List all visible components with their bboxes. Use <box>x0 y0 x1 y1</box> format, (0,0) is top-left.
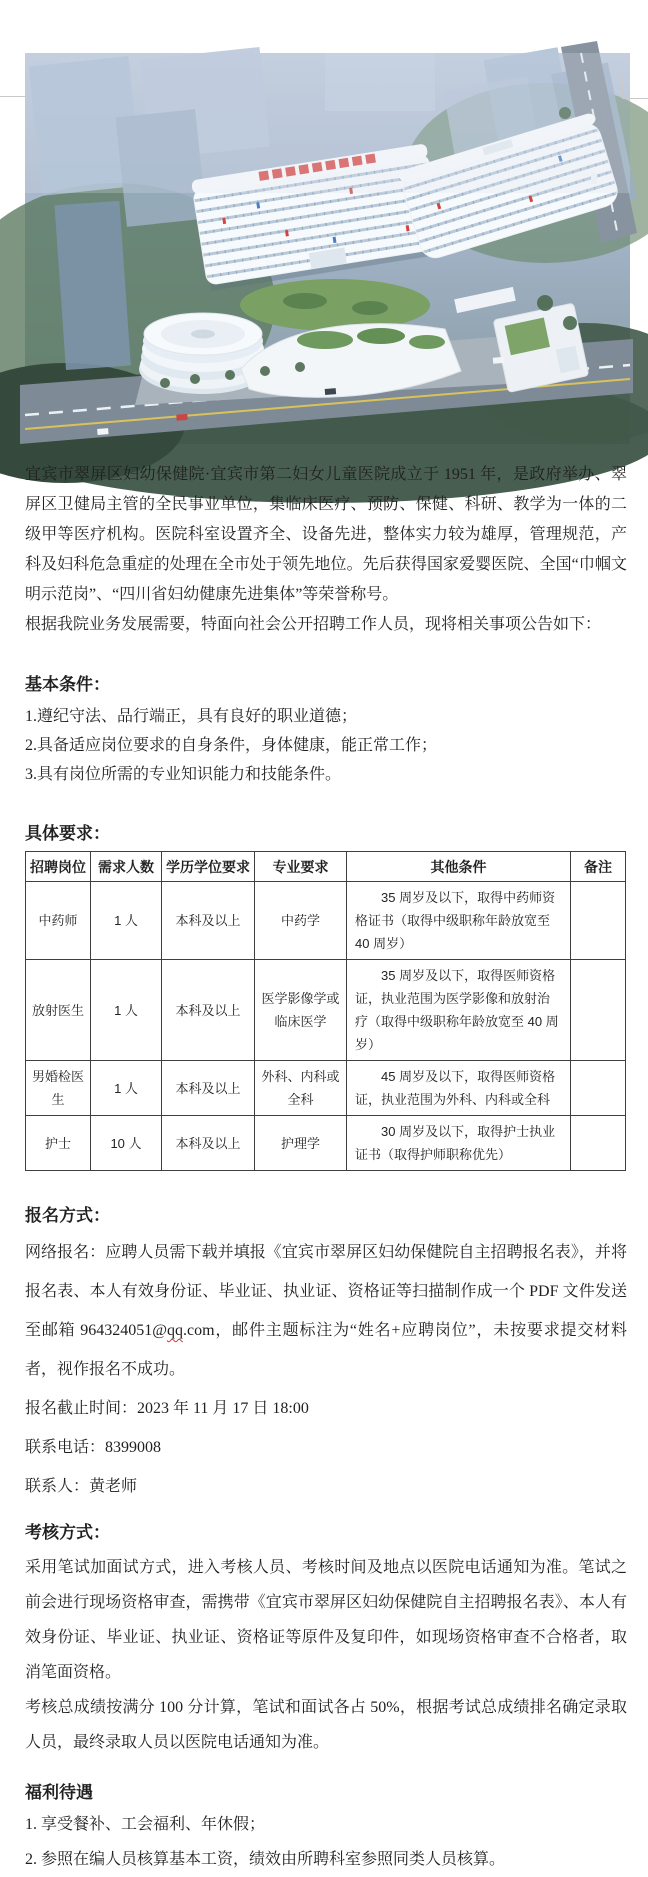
table-cell: 男婚检医生 <box>26 1061 91 1116</box>
signup-deadline: 报名截止时间：2023 年 11 月 17 日 18:00 <box>25 1400 309 1417</box>
table-cell: 护士 <box>26 1116 91 1171</box>
specific-requirements-heading: 具体要求： <box>25 824 110 843</box>
requirements-table <box>25 851 626 1171</box>
table-cell: 30 周岁及以下，取得护士执业证书（取得护师职称优先） <box>347 1116 571 1171</box>
contact-phone: 联系电话：8399008 <box>25 1439 162 1456</box>
table-cell: 外科、内科或全科 <box>255 1061 347 1116</box>
assessment-method-heading: 考核方式： <box>25 1523 110 1542</box>
assessment-scoring-paragraph: 考核总成绩按满分 100 分计算，笔试和面试各占 50%，根据考试总成绩排名确定录取人员，最终录取人员以医院电话通知为准。 <box>25 1699 627 1751</box>
table-row <box>26 882 626 960</box>
table-cell: 本科及以上 <box>162 882 255 960</box>
contact-person: 联系人：黄老师 <box>25 1478 138 1495</box>
announcement-lead: 根据我院业务发展需要，特面向社会公开招聘工作人员，现将相关事项公告如下： <box>25 616 602 633</box>
hospital-campus-aerial-image <box>25 53 630 444</box>
basic-conditions-heading: 基本条件： <box>25 675 110 694</box>
basic-condition-item: 3.具有岗位所需的专业知识能力和技能条件。 <box>25 766 342 783</box>
table-cell: 10 人 <box>91 1116 162 1171</box>
page-margin-mark-left <box>0 73 26 97</box>
table-cell <box>571 882 626 960</box>
table-cell: 中药学 <box>255 882 347 960</box>
table-cell: 45 周岁及以下，取得医师资格证，执业范围为外科、内科或全科 <box>347 1061 571 1116</box>
table-row <box>26 960 626 1061</box>
document-page <box>0 53 648 1868</box>
page-margin-mark-right <box>622 75 648 99</box>
basic-condition-item: 1.遵纪守法、品行端正，具有良好的职业道德； <box>25 708 358 725</box>
table-cell: 中药师 <box>26 882 91 960</box>
benefit-item: 1. 享受餐补、工会福利、年休假； <box>25 1816 266 1833</box>
hospital-intro-paragraph: 宜宾市翠屏区妇幼保健院·宜宾市第二妇女儿童医院成立于 1951 年，是政府举办、翠屏区卫健局主管的全民事业单位，集临床医疗、预防、保健、科研、教学为一体的二级甲等医疗机构。医院科室设置齐全、设备先进，整体实力较为雄厚，管理规范，产科及妇科危急重症的处理在全市处于领先地位。先后获得国家爱婴医院、全国“巾帼文明示范岗”、“四川省妇幼健康先进集体”等荣誉称号。 <box>25 466 627 603</box>
table-cell <box>571 1061 626 1116</box>
table-cell: 本科及以上 <box>162 960 255 1061</box>
table-cell: 医学影像学或临床医学 <box>255 960 347 1061</box>
table-cell: 护理学 <box>255 1116 347 1171</box>
document-body <box>25 460 627 1877</box>
benefit-item: 2. 参照在编人员核算基本工资，绩效由所聘科室参照同类人员核算。 <box>25 1851 506 1868</box>
signup-text-before-email: 网络报名：应聘人员需下载并填报《宜宾市翠屏区妇幼保健院自主招聘报名表》，并将报名表、本人有效身份证、毕业证、执业证、资格证等扫描制作成一个 PDF 文件发送至邮箱 <box>25 1244 627 1339</box>
table-cell: 1 人 <box>91 960 162 1061</box>
table-cell <box>571 960 626 1061</box>
online-signup-paragraph <box>25 1233 627 1389</box>
table-cell: 1 人 <box>91 882 162 960</box>
spellcheck-squiggle: qq <box>167 1322 183 1339</box>
column-header-headcount: 需求人数 <box>91 852 162 882</box>
email-address: 964324051@qq.com <box>80 1322 215 1339</box>
column-header-education: 学历学位要求 <box>162 852 255 882</box>
table-cell: 35 周岁及以下，取得医师资格证，执业范围为医学影像和放射治疗（取得中级职称年龄放宽至 40 周岁） <box>347 960 571 1061</box>
table-cell: 1 人 <box>91 1061 162 1116</box>
table-cell: 本科及以上 <box>162 1061 255 1116</box>
table-cell: 放射医生 <box>26 960 91 1061</box>
table-row <box>26 1116 626 1171</box>
assessment-paragraph: 采用笔试加面试方式，进入考核人员、考核时间及地点以医院电话通知为准。笔试之前会进行现场资格审查，需携带《宜宾市翠屏区妇幼保健院自主招聘报名表》、本人有效身份证、毕业证、执业证、资格证等原件及复印件，如现场资格审查不合格者，取消笔面资格。 <box>25 1559 627 1681</box>
column-header-remarks: 备注 <box>571 852 626 882</box>
hospital-aerial-illustration <box>25 53 630 444</box>
table-cell <box>571 1116 626 1171</box>
basic-condition-item: 2.具备适应岗位要求的自身条件，身体健康，能正常工作； <box>25 737 438 754</box>
table-cell: 本科及以上 <box>162 1116 255 1171</box>
column-header-position: 招聘岗位 <box>26 852 91 882</box>
table-header-row <box>26 852 626 882</box>
table-row <box>26 1061 626 1116</box>
column-header-other: 其他条件 <box>347 852 571 882</box>
signup-method-heading: 报名方式： <box>25 1206 110 1225</box>
benefits-heading: 福利待遇 <box>25 1783 93 1802</box>
column-header-major: 专业要求 <box>255 852 347 882</box>
table-cell: 35 周岁及以下，取得中药师资格证书（取得中级职称年龄放宽至 40 周岁） <box>347 882 571 960</box>
signup-text-after-email: ，邮件主题标注为“姓名+应聘岗位”，未按要求提交材料者，视作报名不成功。 <box>25 1322 627 1378</box>
